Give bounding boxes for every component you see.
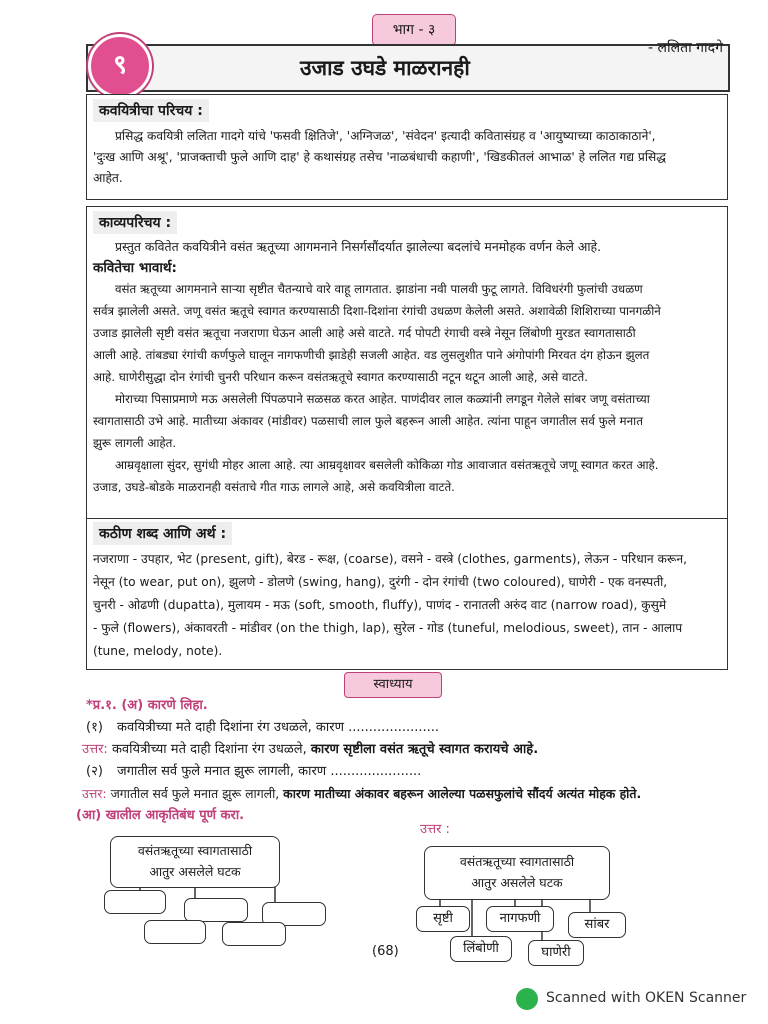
question-1b	[86, 762, 421, 782]
part-badge: भाग - ३	[372, 14, 456, 46]
meaning-line: आम्रवृक्षाला सुंदर, सुगंधी मोहर आला आहे. त्या आम्रवृक्षावर बसलेली कोकिळा गोड आवाजात वसंतऋतूचे जणू स्वागत करत आहे.	[115, 458, 659, 472]
glossary-line: चुनरी - ओढणी (dupatta), मुलायम - मऊ (soft, smooth, fluffy), पाणंद - रानातली अरुंद वाट (narrow road), कुसुमे	[93, 598, 667, 612]
glossary-section	[86, 518, 728, 670]
poem-intro-text: प्रस्तुत कवितेत कवयित्रीने वसंत ऋतूच्या आगमनाने निसर्गसौंदर्यात झालेल्या बदलांचे मनमोहक वर्णन केले आहे.	[115, 239, 602, 254]
meaning-line: मोराच्या पिसाप्रमाणे मऊ असलेली पिंपळपाने सळसळ करत आहेत. पाणंदीवर लाल कळ्यांनी लगडून गेलेले सांबर जणू वसंताच्या	[115, 392, 650, 406]
answer-1a-bold: कारण सृष्टीला वसंत ऋतूचे स्वागत करायचे आहे.	[310, 742, 539, 757]
glossary-line: नेसून (to wear, put on), झुलणे - डोलणे (swing, hang), दुरंगी - दोन रंगांची (two coloured), घाणेरी - एक वनस्पती,	[93, 575, 668, 589]
glossary-line: नजराणा - उपहार, भेट (present, gift), बेरड - रूक्ष, (coarse), वसने - वस्त्रे (clothes, garments), लेऊन - परिधान करून,	[93, 552, 687, 566]
blank-diagram-center-line1: वसंतऋतूच्या स्वागतासाठी	[137, 843, 253, 858]
answer-1a	[82, 740, 538, 760]
poet-intro-section	[86, 94, 728, 200]
question-1b-text: जगातील सर्व फुले मनात झुरू लागली, कारण ......................	[117, 764, 422, 779]
blank-box	[184, 898, 248, 922]
poet-name: - ललिता गादगे	[648, 40, 723, 56]
answer-1b	[82, 784, 641, 804]
question-2-heading: (आ) खालील आकृतिबंध पूर्ण करा.	[76, 808, 245, 823]
meaning-line: उजाड, उघडे-बोडके माळरानही वसंताचे गीत गाऊ लागले आहे, असे कवयित्रीला वाटते.	[93, 480, 455, 494]
glossary-line: - फुले (flowers), अंकावरती - मांडीवर (on the thigh, lap), सुरेल - गोड (tuneful, melodious, sweet), तान - आलाप	[93, 621, 683, 635]
answer-label: उत्तर:	[82, 786, 107, 801]
meaning-heading: कवितेचा भावार्थ:	[93, 260, 177, 276]
answer-item-sambar: सांबर	[568, 912, 626, 938]
answer-diagram-center-line2: आतुर असलेले घटक	[471, 875, 563, 890]
answer-label: उत्तर:	[82, 742, 108, 757]
blank-diagram-center	[110, 836, 280, 888]
answer-heading: उत्तर :	[420, 822, 450, 837]
meaning-line: आहे. घाणेरीसुद्धा दोन रंगांची चुनरी परिधान करून वसंतऋतूचे स्वागत करण्यासाठी नटून थटून आली आहे, असे वाटते.	[93, 370, 588, 384]
poet-intro-line: प्रसिद्ध कवयित्री ललिता गादगे यांचे 'फसवी क्षितिजे', 'अग्निजळ', 'संवेदन' इत्यादी कवितासंग्रह व 'आयुष्याच्या काठाकाठाने',	[115, 129, 656, 143]
question-1a-text: कवयित्रीच्या मते दाही दिशांना रंग उधळले, कारण ......................	[117, 720, 440, 735]
scanner-watermark: Scanned with OKEN Scanner	[546, 990, 747, 1006]
meaning-line: झुरू लागली आहेत.	[93, 436, 177, 450]
question-1-heading: *प्र.१. (अ) कारणे लिहा.	[86, 698, 208, 713]
lesson-number-badge: ९	[88, 34, 152, 98]
answer-item-srushti: सृष्टी	[416, 906, 470, 932]
answer-item-nagfani: नागफणी	[486, 906, 554, 932]
glossary-line: (tune, melody, note).	[93, 644, 223, 658]
question-1a	[86, 718, 439, 738]
exercise-label: स्वाध्याय	[344, 672, 442, 698]
answer-1b-bold: कारण मातीच्या अंकावर बहरून आलेल्या पळसफुलांचे सौंदर्य अत्यंत मोहक होते.	[283, 786, 642, 801]
glossary-heading: कठीण शब्द आणि अर्थ :	[93, 522, 232, 545]
question-1a-number: (१)	[86, 720, 103, 735]
poet-intro-heading: कवयित्रीचा परिचय :	[93, 99, 209, 122]
poet-intro-line: 'दुःख आणि अश्रू', 'प्राजक्ताची फुले आणि दाह' हे कथासंग्रह तसेच 'नाळबंधाची कहाणी', 'खिडकीतलं आभाळ' हे ललित गद्य प्रसिद्ध	[93, 150, 666, 164]
page-number: (68)	[372, 944, 399, 959]
meaning-line: वसंत ऋतूच्या आगमनाने साऱ्या सृष्टीत चैतन्याचे वारे वाहू लागतात. झाडांना नवी पालवी फुटू लागते. विविधरंगी फुलांची उधळण	[115, 282, 643, 296]
meaning-line: सर्वत्र झालेली असते. जणू वसंत ऋतूचे स्वागत करण्यासाठी दिशा-दिशांना रंगांची उधळण केलेली असते. अशावेळी शिशिराच्या पानगळीने	[93, 304, 661, 318]
blank-box	[104, 890, 166, 914]
meaning-line: आली आहे. तांबड्या रंगांची कर्णफुले घालून नागफणीची झाडेही सजली आहेत. वड लुसलुशीत पाने अंगोपांगी मिरवत दंग होऊन झुलत	[93, 348, 650, 362]
poem-title: उजाड उघडे माळरानही	[300, 56, 470, 80]
answer-1b-plain: जगातील सर्व फुले मनात झुरू लागली,	[110, 786, 280, 801]
answer-item-ghaneri: घाणेरी	[528, 940, 584, 966]
blank-box	[222, 922, 286, 946]
scanner-logo-icon	[516, 988, 538, 1010]
poet-intro-line: आहेत.	[93, 171, 123, 185]
answer-diagram-center	[424, 846, 610, 900]
question-1b-number: (२)	[86, 764, 103, 779]
blank-box	[144, 920, 206, 944]
meaning-line: उजाड झालेली सृष्टी वसंत ऋतूचा नजराणा घेऊन आली आहे असे वाटते. गर्द पोपटी रंगाची वस्त्रे नेसून लिंबोणी मुरडत स्वागतासाठी	[93, 326, 636, 340]
meaning-line: स्वागतासाठी उभे आहे. मातीच्या अंकावर (मांडीवर) पळसाची लाल फुले बहरून आली आहेत. त्यांना पाहून जगातील सर्व फुले मनात	[93, 414, 643, 428]
poem-intro-heading: काव्यपरिचय :	[93, 211, 177, 234]
answer-1a-plain: कवयित्रीच्या मते दाही दिशांना रंग उधळले,	[111, 742, 307, 757]
answer-item-limboni: लिंबोणी	[450, 936, 512, 962]
blank-diagram-center-line2: आतुर असलेले घटक	[149, 864, 241, 879]
answer-diagram-center-line1: वसंतऋतूच्या स्वागतासाठी	[459, 854, 575, 869]
poem-intro-section	[86, 206, 728, 520]
